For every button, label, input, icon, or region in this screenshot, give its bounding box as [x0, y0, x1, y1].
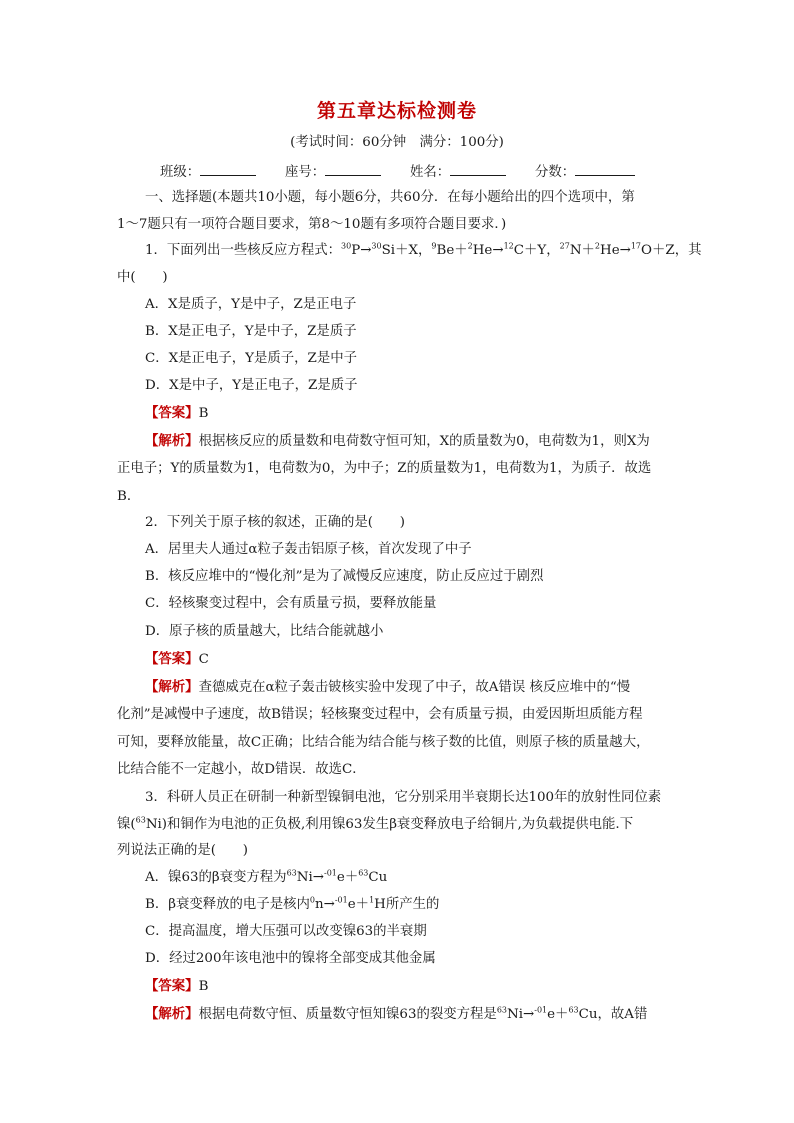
- class-field: [160, 161, 256, 180]
- answer-tag: 【答案】: [145, 978, 199, 994]
- question-2-option-b: B．核反应堆中的“慢化剂”是为了减慢反应速度，防止反应过于剧烈: [145, 569, 544, 584]
- question-3-stem-line3: 列说法正确的是( ): [117, 843, 248, 858]
- score-label: 分数：: [535, 165, 576, 180]
- question-3-analysis: 【解析】根据电荷数守恒、质量数守恒知镍63的裂变方程是$^{63}$Ni→$^{-01}$e＋$^{63}$Cu，故A错: [145, 1005, 648, 1022]
- question-3-option-c: C．提高温度，增大压强可以改变镍63的半衰期: [145, 924, 427, 939]
- question-3-stem-line2: 镍($^{63}$Ni)和铜作为电池的正负极,利用镍63发生β衰变释放电子给铜片,为负载提供电能.下: [117, 815, 634, 832]
- answer-value: C: [198, 652, 209, 667]
- question-2-stem: 2．下列关于原子核的叙述，正确的是( ): [145, 515, 405, 530]
- analysis-tag: 【解析】: [145, 433, 199, 449]
- analysis-tag: 【解析】: [145, 679, 199, 695]
- question-3-option-d: D．经过200年该电池中的镍将全部变成其他金属: [145, 951, 436, 966]
- question-1-option-c: C．X是正电子，Y是质子，Z是中子: [145, 351, 357, 366]
- class-blank: [200, 163, 256, 176]
- page-title: 第五章达标检测卷: [316, 100, 477, 122]
- question-1-analysis-line2: 正电子；Y的质量数为1，电荷数为0，为中子；Z的质量数为1，电荷数为1，为质子．故选: [117, 461, 652, 476]
- name-blank: [450, 163, 506, 176]
- question-2-option-a: A．居里夫人通过α粒子轰击铝原子核，首次发现了中子: [145, 542, 472, 557]
- section-heading: 一、选择题(本题共10小题，每小题6分，共60分．在每小题给出的四个选项中，第: [145, 190, 635, 205]
- question-3-option-b: B．β衰变释放的电子是核内$^0$n→$^{-01}$e＋$^1$H所产生的: [145, 895, 440, 912]
- question-2-analysis-line4: 比结合能不一定越小，故D错误．故选C．: [117, 762, 366, 777]
- question-1-analysis-line3: B．: [117, 489, 141, 504]
- name-label: 姓名：: [410, 165, 451, 180]
- score-field: [535, 161, 635, 180]
- question-2-option-d: D．原子核的质量越大，比结合能就越小: [145, 624, 384, 639]
- question-2-analysis: 【解析】查德威克在α粒子轰击铍核实验中发现了中子，故A错误 核反应堆中的“慢: [145, 679, 631, 695]
- answer-tag: 【答案】: [145, 651, 199, 667]
- question-3-answer: [145, 976, 208, 997]
- question-3-option-a: A．镍63的β衰变方程为$^{63}$Ni→$^{-01}$e＋$^{63}$Cu: [145, 868, 388, 885]
- seat-field: [285, 161, 381, 180]
- seat-blank: [325, 163, 381, 176]
- exam-subtitle: (考试时间：60分钟 满分：100分): [290, 135, 504, 150]
- question-2-option-c: C．轻核聚变过程中，会有质量亏损，要释放能量: [145, 596, 437, 611]
- question-1-option-b: B．X是正电子，Y是中子，Z是质子: [145, 324, 357, 339]
- question-1-answer: [145, 403, 208, 424]
- answer-value: B: [198, 406, 209, 421]
- score-blank: [575, 163, 635, 176]
- name-field: [410, 161, 506, 180]
- question-2-analysis-line2: 化剂”是减慢中子速度，故B错误；轻核聚变过程中，会有质量亏损，由爱因斯坦质能方程: [117, 707, 643, 722]
- answer-tag: 【答案】: [145, 405, 199, 421]
- question-1-option-a: A．X是质子，Y是中子，Z是正电子: [145, 297, 357, 312]
- question-1-option-d: D．X是中子，Y是正电子，Z是质子: [145, 378, 358, 393]
- answer-value: B: [198, 979, 209, 994]
- question-2-answer: [145, 649, 209, 670]
- question-1-analysis: 【解析】根据核反应的质量数和电荷数守恒可知，X的质量数为0，电荷数为1，则X为: [145, 433, 650, 449]
- question-1-stem: 1．下面列出一些核反应方程式：$^{30}$P→$^{30}$Si＋X，$^9$Be＋$^2$He→$^{12}$C＋Y，$^{27}$N＋$^2$He→$^{17}$O＋Z，其: [145, 241, 702, 258]
- section-heading-cont: 1～7题只有一项符合题目要求，第8～10题有多项符合题目要求．): [117, 217, 507, 232]
- class-label: 班级：: [160, 165, 201, 180]
- question-1-stem-cont: 中( ): [117, 270, 168, 285]
- seat-label: 座号：: [285, 165, 326, 180]
- analysis-tag: 【解析】: [145, 1006, 199, 1022]
- question-3-stem: 3．科研人员正在研制一种新型镍铜电池，它分别采用半衰期长达100年的放射性同位素: [145, 790, 662, 805]
- question-2-analysis-line3: 可知，要释放能量，故C正确；比结合能为结合能与核子数的比值，则原子核的质量越大，: [117, 735, 650, 750]
